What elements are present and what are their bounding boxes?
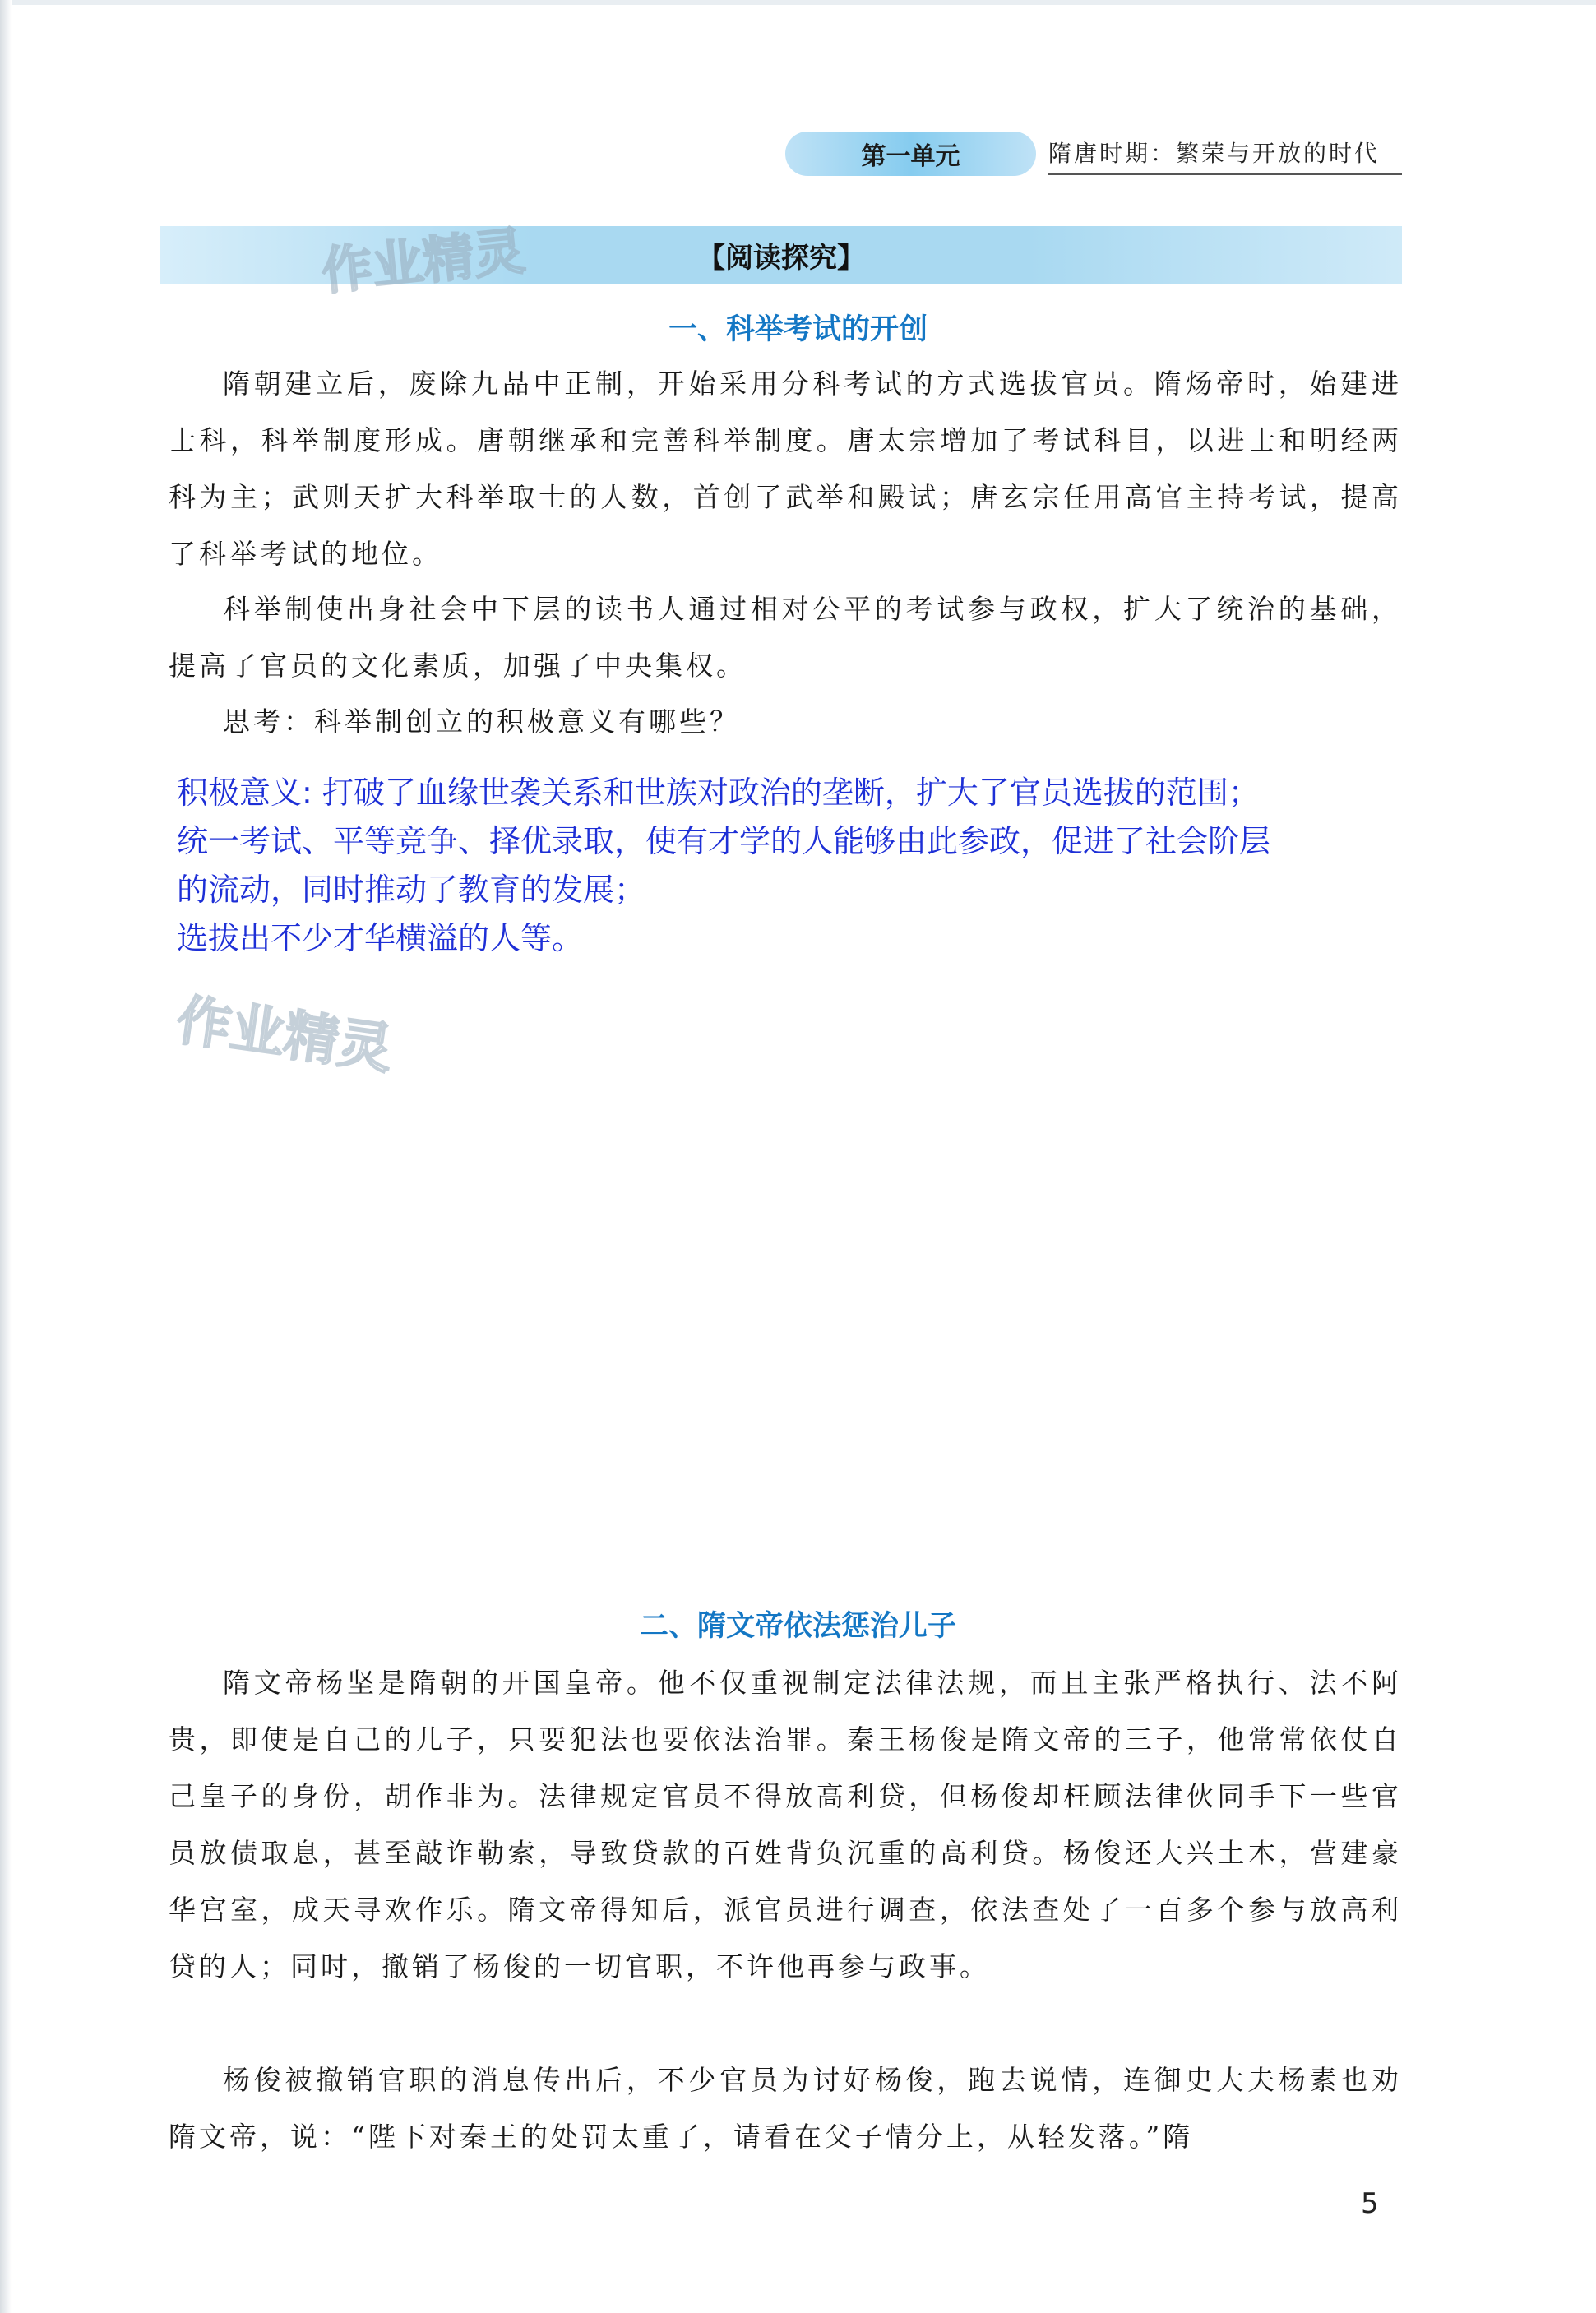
page-number: 5: [1361, 2187, 1379, 2220]
section-1-question: 思考：科举制创立的积极意义有哪些？: [223, 705, 740, 738]
watermark: 作业精灵: [318, 220, 528, 302]
answer-line: 的流动，同时推动了教育的发展；: [177, 872, 646, 908]
unit-label-badge: [785, 132, 1036, 176]
banner-title: 【阅读探究】: [697, 241, 865, 275]
section-2-title: 二、隋文帝依法惩治儿子: [639, 1610, 956, 1643]
section-1-paragraph: 科举制使出身社会中下层的读书人通过相对公平的考试参与政权，扩大了统治的基础，提高了官员的文化素质，加强了中央集权。: [169, 593, 1402, 682]
section-1-paragraph: 隋朝建立后，废除九品中正制，开始采用分科考试的方式选拔官员。隋炀帝时，始建进士科，科举制度形成。唐朝继承和完善科举制度。唐太宗增加了考试科目，以进士和明经两科为主；武则天扩大科举取士的人数，首创了武举和殿试；唐玄宗任用高官主持考试，提高了科举考试的地位。: [169, 368, 1402, 570]
section-2-paragraph: 隋文帝杨坚是隋朝的开国皇帝。他不仅重视制定法律法规，而且主张严格执行、法不阿贵，即使是自己的儿子，只要犯法也要依法治罪。秦王杨俊是隋文帝的三子，他常常依仗自己皇子的身份，胡作非为。法律规定官员不得放高利贷，但杨俊却枉顾法律伙同手下一些官员放债取息，甚至敲诈勒索，导致贷款的百姓背负沉重的高利贷。杨俊还大兴土木，营建豪华宫室，成天寻欢作乐。隋文帝得知后，派官员进行调查，依法查处了一百多个参与放高利贷的人；同时，撤销了杨俊的一切官职，不许他再参与政事。: [169, 1667, 1402, 1982]
answer-line: 积极意义: 打破了血缘世袭关系和世族对政治的垄断，扩大了官员选拔的范围；: [177, 775, 1260, 811]
section-2-paragraph: 杨俊被撤销官职的消息传出后，不少官员为讨好杨俊，跑去说情，连御史大夫杨素也劝隋文帝，说：“陛下对秦王的处罚太重了，请看在父子情分上，从轻发落。”隋: [169, 2064, 1402, 2153]
section-1-title: 一、科举考试的开创: [668, 313, 928, 346]
watermark: 作业精灵: [173, 988, 397, 1081]
answer-line: 选拔出不少才华横溢的人等。: [177, 920, 584, 956]
unit-subtitle: 隋唐时期：繁荣与开放的时代: [1048, 136, 1402, 175]
handwritten-answer: [177, 769, 1410, 963]
answer-line: 统一考试、平等竞争、择优录取，使有才学的人能够由此参政，促进了社会阶层: [177, 823, 1271, 859]
scan-edge-top: [0, 0, 1596, 5]
unit-label: 第一单元: [861, 142, 960, 171]
